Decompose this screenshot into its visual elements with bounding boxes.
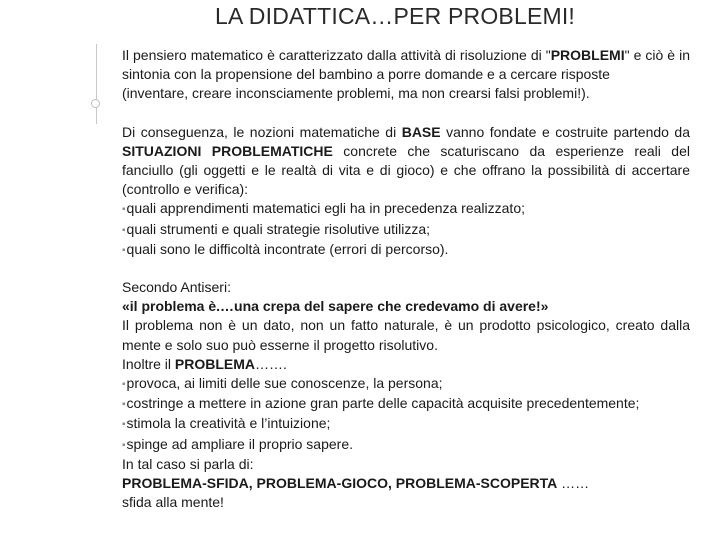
closing-line bbox=[122, 474, 690, 493]
intro-paragraph bbox=[122, 46, 690, 84]
bullet-text: quali sono le difficoltà incontrate (errori di percorso). bbox=[126, 240, 449, 257]
consequence-text-3: concrete che scaturiscano da esperienze reali del fanciullo (gli oggetti e le realtà di vita e di gioco) e che offrano la possibilità di accertare (controllo e verifica): bbox=[122, 142, 690, 198]
bullet-text: spinge ad ampliare il proprio sapere. bbox=[126, 435, 354, 452]
bullet-text: quali strumenti e quali strategie risolutive utilizza; bbox=[126, 220, 431, 237]
intro-parenthetical: (inventare, creare inconsciamente problemi, ma non crearsi falsi problemi!). bbox=[122, 85, 590, 102]
bullet-icon: ▪ bbox=[122, 224, 126, 236]
bullet-icon: ▪ bbox=[122, 399, 126, 411]
bullet-icon: ▪ bbox=[122, 244, 126, 256]
bullet-icon: ▪ bbox=[122, 419, 126, 431]
inoltre-bold-problema: PROBLEMA bbox=[174, 355, 256, 372]
consequence-paragraph bbox=[122, 123, 690, 200]
consequence-text-2: vanno fondate e costruite partendo da bbox=[440, 123, 690, 140]
consequence-text-1: Di conseguenza, le nozioni matematiche di bbox=[122, 123, 402, 140]
inoltre-ellipsis: ……. bbox=[255, 355, 287, 372]
bullet-icon: ▪ bbox=[122, 379, 126, 391]
decorative-circle-icon bbox=[91, 99, 100, 108]
inoltre-text: Inoltre il bbox=[122, 355, 175, 372]
consequence-bold-situazioni: SITUAZIONI PROBLEMATICHE bbox=[122, 142, 333, 159]
antiseri-quote: «il problema è.…una crepa del sapere che credevamo di avere!» bbox=[122, 298, 549, 315]
slide-content bbox=[122, 46, 690, 512]
slide-title: LA DIDATTICA…PER PROBLEMI! bbox=[214, 3, 576, 29]
bullet-icon: ▪ bbox=[122, 204, 126, 216]
intro-text-1: Il pensiero matematico è caratterizzato dalla attività di risoluzione di " bbox=[122, 47, 551, 63]
list-item bbox=[122, 435, 690, 455]
intro-text-2: " e ciò è in sintonia con la propensione del bambino a porre domande e a cercare risposte bbox=[122, 47, 690, 83]
bullet-text: quali apprendimenti matematici egli ha in precedenza realizzato; bbox=[126, 200, 525, 217]
intro-bold-problemi: PROBLEMI bbox=[550, 47, 625, 63]
bullet-text: costringe a mettere in azione gran parte delle capacità acquisite precedentemente; bbox=[126, 395, 640, 412]
antiseri-body: Il problema non è un dato, non un fatto naturale, è un prodotto psicologico, creato dalla mente e solo suo può esserne il progetto risolutivo. bbox=[122, 317, 690, 353]
list-item bbox=[122, 394, 690, 414]
closing-bold-types: PROBLEMA-SFIDA, PROBLEMA-GIOCO, PROBLEMA-SCOPERTA bbox=[122, 475, 558, 492]
list-item bbox=[122, 374, 690, 394]
bullet-icon: ▪ bbox=[122, 439, 126, 451]
list-item bbox=[122, 240, 690, 260]
bullet-text: provoca, ai limiti delle sue conoscenze, la persona; bbox=[126, 375, 443, 392]
antiseri-lead: Secondo Antiseri: bbox=[122, 279, 231, 296]
inoltre-line bbox=[122, 355, 690, 374]
closing-last-line: sfida alla mente! bbox=[122, 494, 224, 511]
consequence-bold-base: BASE bbox=[401, 123, 441, 140]
list-item bbox=[122, 199, 690, 219]
closing-lead: In tal caso si parla di: bbox=[122, 455, 254, 472]
bullet-text: stimola la creatività e l’intuizione; bbox=[126, 415, 331, 432]
list-item bbox=[122, 220, 690, 240]
decorative-rule bbox=[96, 44, 97, 124]
list-item bbox=[122, 414, 690, 434]
closing-ellipsis: …… bbox=[557, 475, 590, 492]
